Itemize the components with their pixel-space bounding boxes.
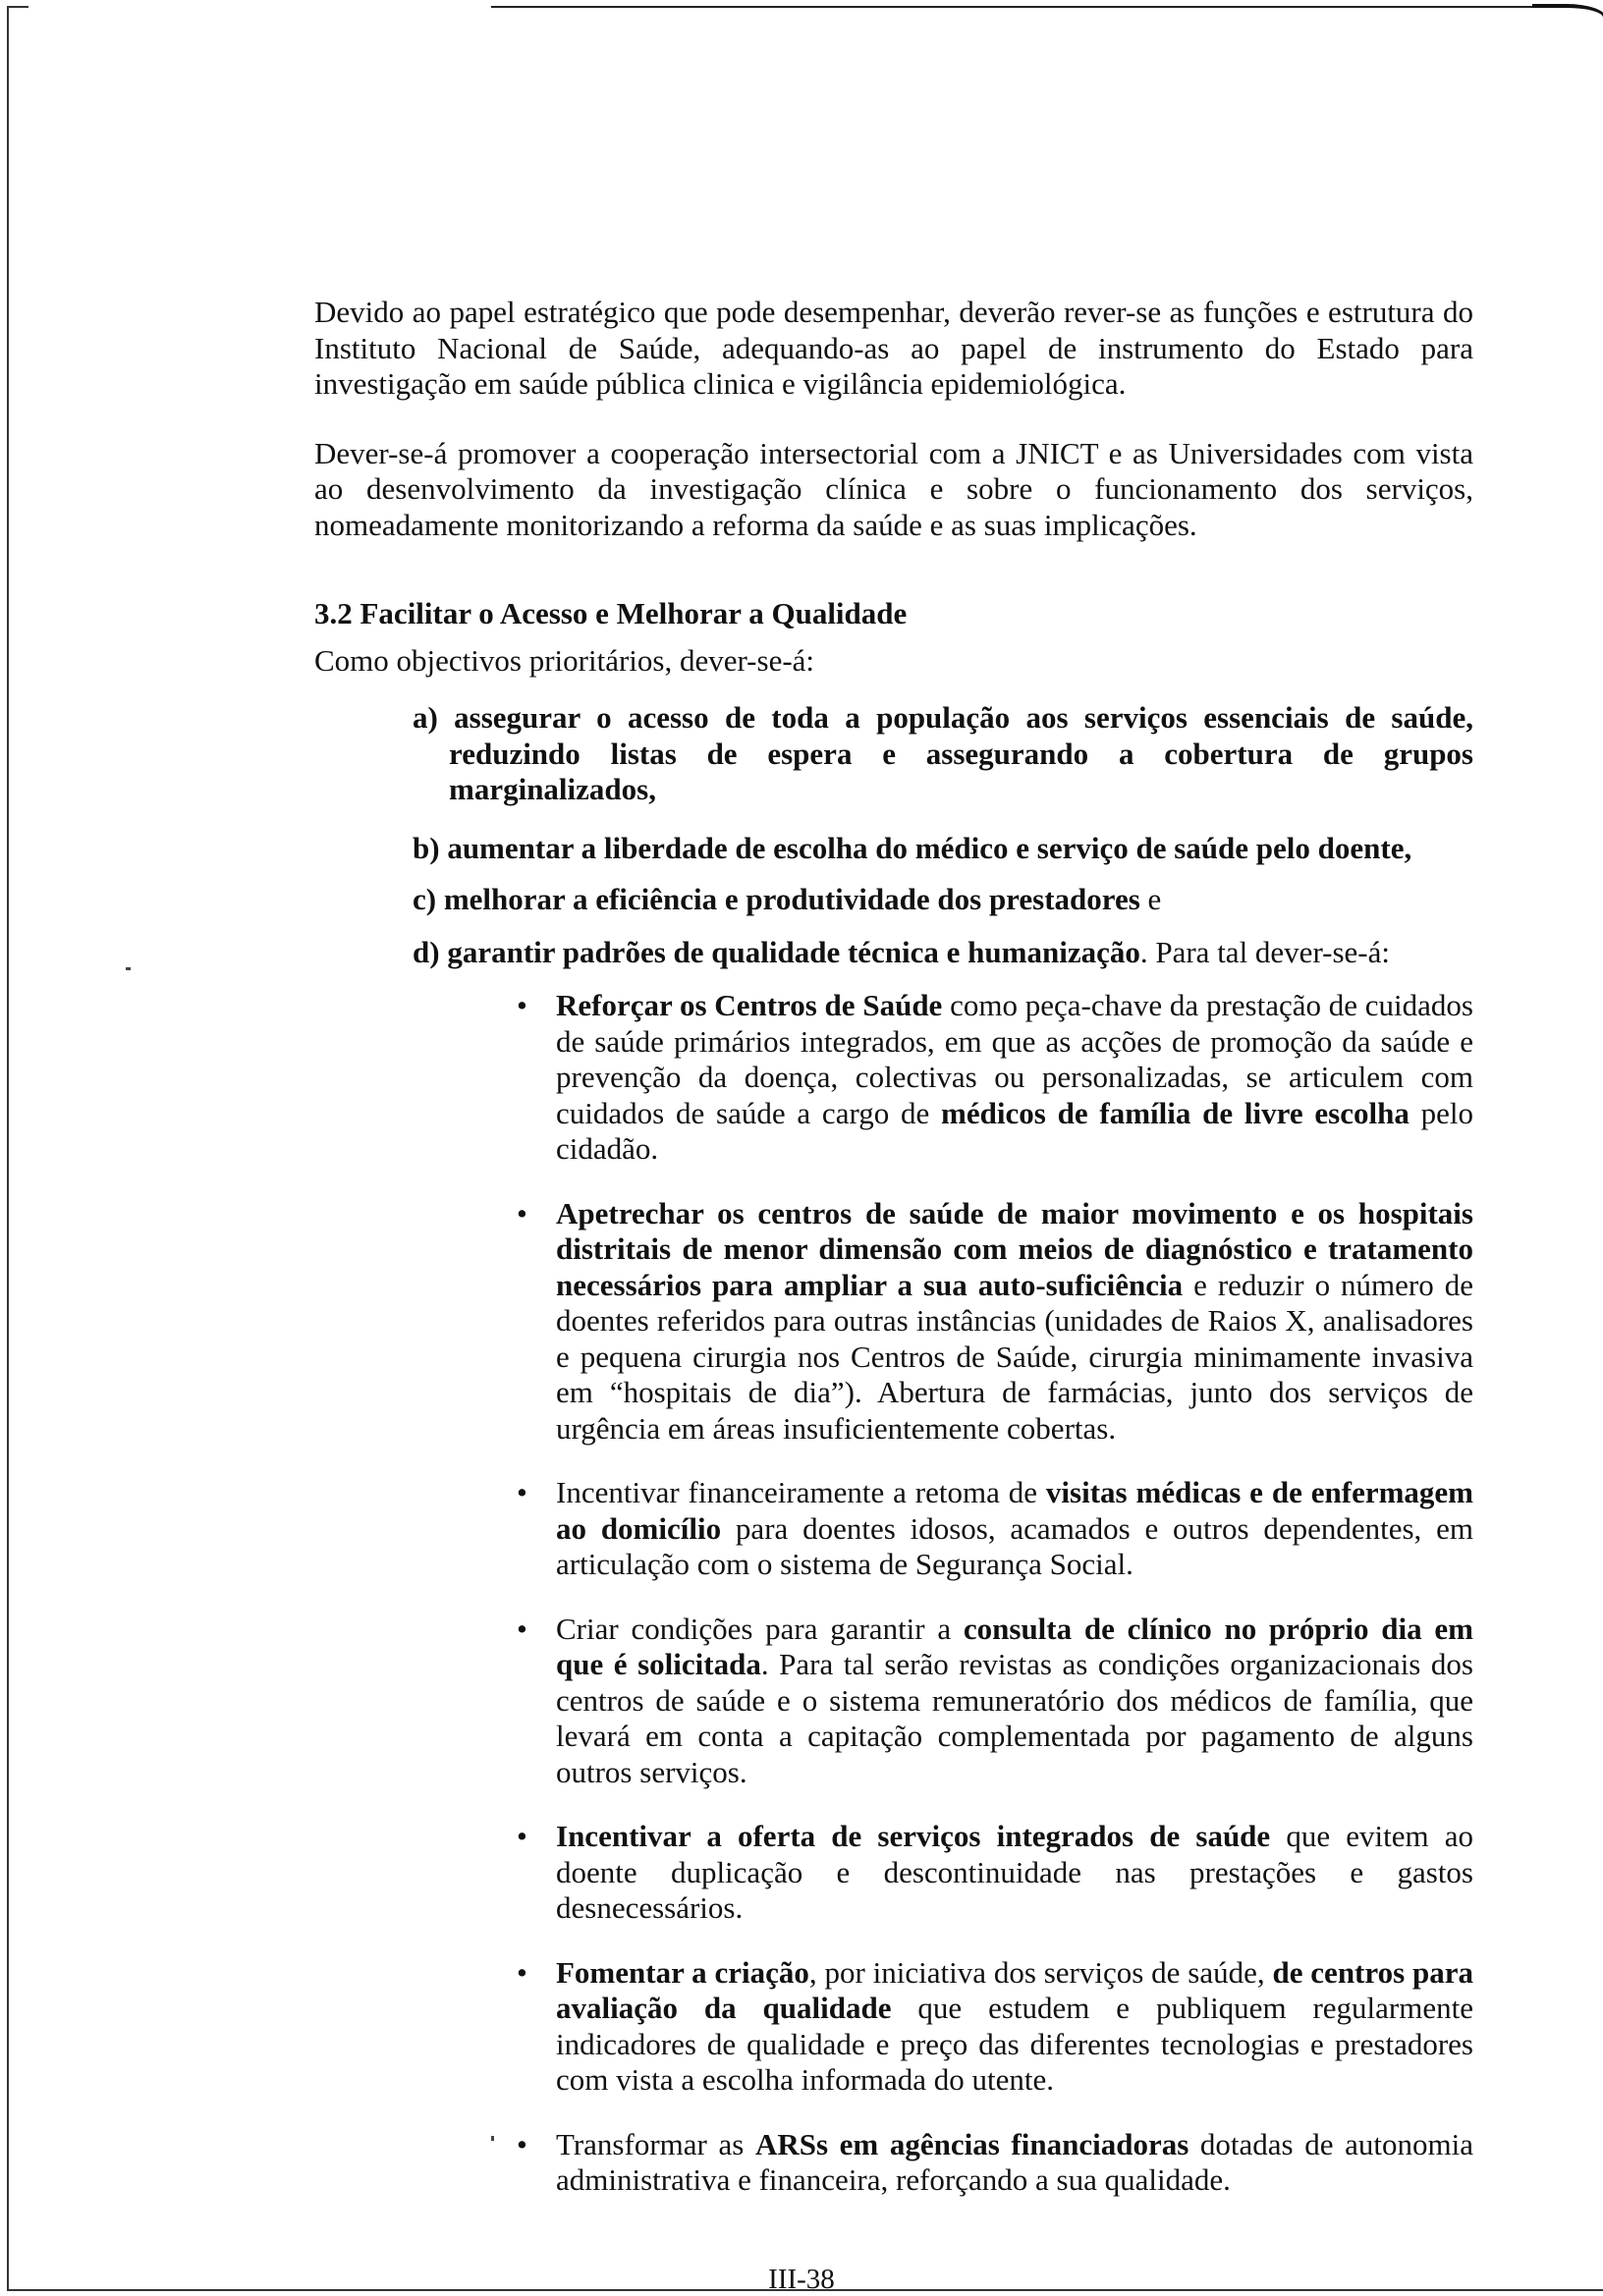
- bullet-item: [517, 1195, 1473, 1448]
- bullet-text: [556, 2127, 1473, 2198]
- text-run: e: [1139, 882, 1162, 916]
- bullet-icon: •: [517, 1611, 527, 1646]
- bold-text-run: d) garantir padrões de qualidade técnica e humanização: [413, 934, 1140, 969]
- paragraph-cooperation: [314, 436, 1473, 544]
- bullet-text: [556, 1196, 1473, 1446]
- section-heading: 3.2 Facilitar o Acesso e Melhorar a Qualidade: [314, 596, 908, 630]
- top-border-line: [491, 6, 1552, 8]
- objective-b: [413, 831, 1473, 867]
- bullet-text: [556, 1955, 1473, 2098]
- bullet-icon: •: [517, 2126, 527, 2161]
- scan-speck: [126, 967, 131, 970]
- bold-text-run: Apetrechar os centros de saúde de maior movimento e os hospitais distritais de menor dimensão com meios de diagnóstico e tratamento necessários para ampliar a sua auto-suficiência: [556, 1195, 1473, 1302]
- text-run: Dever-se-á promover a cooperação intersectorial com a JNICT e as Universidades com vista ao desenvolvimento da investigação clínica e sobre o funcionamento dos serviços, nomeadamente monitorizando a reforma da saúde e as suas implicações.: [314, 435, 1473, 542]
- bold-text-run: médicos de família de livre escolha: [941, 1095, 1410, 1130]
- text-run: dotadas de autonomia administrativa e financeira, reforçando a sua qualidade.: [556, 2126, 1474, 2197]
- text-run: . Para tal dever-se-á:: [1139, 934, 1390, 969]
- top-left-corner-mark: [7, 6, 28, 8]
- text-run: . Para tal serão revistas as condições organizacionais dos centros de saúde e o sistema remuneratório dos médicos de família, que levará em conta a capitação complementada por pagamento de alguns outros serviços.: [556, 1647, 1473, 1789]
- bullet-icon: •: [517, 1819, 527, 1853]
- bold-text-run: Incentivar a oferta de serviços integrados de saúde: [556, 1819, 1271, 1853]
- bullet-text: [556, 1612, 1473, 1789]
- bullet-icon: •: [517, 1195, 527, 1230]
- text-run: Transformar as: [556, 2126, 755, 2161]
- bold-text-run: de centros para avaliação da qualidade: [556, 1954, 1473, 2025]
- bullet-item: [517, 1954, 1473, 2099]
- bold-text-run: Fomentar a criação: [556, 1954, 809, 1990]
- left-border-line: [7, 6, 9, 2290]
- text-run: pelo cidadão.: [556, 1095, 1473, 1166]
- bullet-icon: •: [517, 1475, 527, 1509]
- bullet-icon: •: [517, 988, 527, 1022]
- bullet-text: [556, 1819, 1473, 1925]
- bold-text-run: a) assegurar o acesso de toda a população aos serviços essenciais de saúde, reduzindo listas de espera e assegurando a cobertura de grupos marginalizados,: [413, 700, 1473, 806]
- bold-text-run: consulta de clínico no próprio dia em que é solicitada: [556, 1611, 1473, 1681]
- bullet-icon: •: [517, 1954, 527, 1990]
- bullet-text: [556, 988, 1473, 1166]
- paragraph-ins: [314, 295, 1473, 403]
- text-run: e reduzir o número de doentes referidos para outras instâncias (unidades de Raios X, analisadores e pequena cirurgia nos Centros de Saúde, cirurgia minimamente invasiva em “hospitais de dia”). Abertura de farmácias, junto dos serviços de urgência em áreas insuficientemente cobertas.: [556, 1267, 1473, 1446]
- objective-a: [413, 700, 1473, 808]
- text-run: como peça-chave da prestação de cuidados de saúde primários integrados, em que as acções de promoção da saúde e prevenção da doença, colectivas ou personalizadas, se articulem com cuidados de saúde a cargo de: [556, 988, 1473, 1130]
- page-body: [314, 295, 1473, 2296]
- objective-c: [413, 882, 1473, 918]
- bullet-item: [517, 988, 1473, 1168]
- bold-text-run: c) melhorar a eficiência e produtividade dos prestadores: [413, 882, 1140, 916]
- text-run: Incentivar financeiramente a retoma de: [556, 1475, 1046, 1509]
- bullet-item: [517, 1611, 1473, 1791]
- text-run: que evitem ao doente duplicação e descontinuidade nas prestações e gastos desnecessários.: [556, 1819, 1473, 1925]
- bold-text-run: visitas médicas e de enfermagem ao domicílio: [556, 1475, 1473, 1546]
- bullet-item: [517, 2126, 1474, 2199]
- objective-d: [413, 935, 1473, 971]
- text-run: , por iniciativa dos serviços de saúde,: [808, 1954, 1273, 1990]
- text-run: Devido ao papel estratégico que pode desempenhar, deverão rever-se as funções e estrutura do Instituto Nacional de Saúde, adequando-as ao papel de instrumento do Estado para investigação em saúde pública clinica e vigilância epidemiológica.: [314, 295, 1473, 401]
- page-number: III-38: [768, 2263, 835, 2295]
- top-right-corner-mark: [1532, 4, 1603, 24]
- bold-text-run: Reforçar os Centros de Saúde: [556, 988, 943, 1022]
- bullet-text: [556, 1475, 1473, 1581]
- bullet-item: [517, 1475, 1474, 1583]
- bold-text-run: ARSs em agências financiadoras: [754, 2126, 1189, 2161]
- text-run: que estudem e publiquem regularmente indicadores de qualidade e preço das diferentes tecnologias e prestadores com vista a escolha informada do utente.: [556, 1991, 1473, 2097]
- bold-text-run: b) aumentar a liberdade de escolha do médico e serviço de saúde pelo doente,: [413, 830, 1412, 865]
- intro-text: Como objectivos prioritários, dever-se-á:: [314, 642, 815, 678]
- text-run: para doentes idosos, acamados e outros dependentes, em articulação com o sistema de Segurança Social.: [556, 1510, 1474, 1581]
- text-run: Criar condições para garantir a: [556, 1611, 964, 1646]
- bullet-item: [517, 1819, 1473, 1927]
